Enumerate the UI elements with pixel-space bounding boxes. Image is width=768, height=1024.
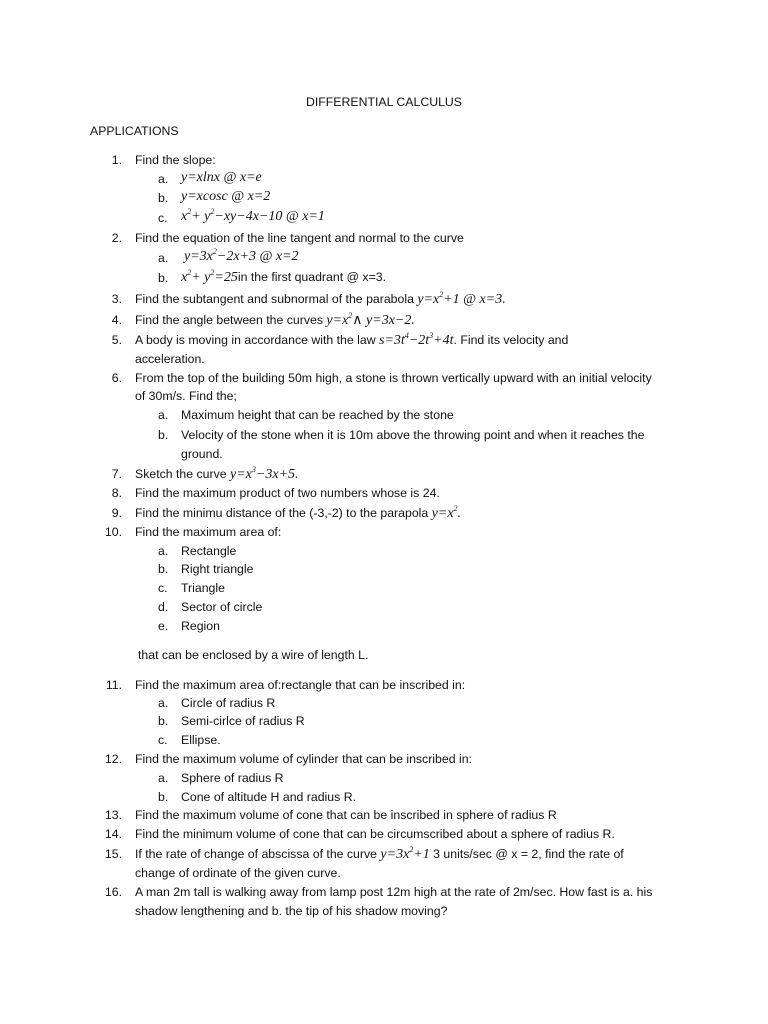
item-text-lead: A body is moving in accordance with the law — [135, 333, 376, 347]
item-number: 2. — [111, 231, 122, 245]
sub-text: Circle of radius R — [181, 696, 276, 710]
sub-text: Region — [181, 619, 220, 633]
item-text-lead: If the rate of change of abscissa of the curve — [135, 847, 377, 861]
item-number: 4. — [111, 313, 122, 327]
item-text: From the top of the building 50m high, a stone is thrown vertically upward with an initial velocity — [135, 371, 652, 385]
sub-text: Ellipse. — [181, 733, 221, 747]
math-expression: y=xcosc @ x=2 — [181, 189, 271, 204]
item-text-tail: . Find its velocity and — [453, 333, 569, 347]
item-number: 9. — [111, 506, 122, 520]
sub-text: Right triangle — [181, 562, 254, 576]
item-text-lead: Find the subtangent and subnormal of the parabola — [135, 292, 414, 306]
item-text — [135, 312, 415, 329]
item-continuation: change of ordinate of the given curve. — [135, 866, 341, 880]
sub-letter: e. — [158, 619, 169, 633]
sub-text: Cone of altitude H and radius R. — [181, 790, 356, 804]
sub-text — [181, 269, 386, 286]
item-number: 3. — [111, 292, 122, 306]
document-title: DIFFERENTIAL CALCULUS — [305, 95, 463, 109]
item-text — [135, 291, 506, 308]
item-number: 1. — [111, 153, 122, 167]
sub-letter: b. — [158, 271, 169, 285]
item-number: 15. — [104, 847, 122, 861]
sub-text: Sphere of radius R — [181, 771, 284, 785]
item-number: 14. — [104, 827, 122, 841]
item-continuation: shadow lengthening and b. the tip of his shadow moving? — [135, 904, 448, 918]
item-text: Find the maximum product of two numbers whose is 24. — [135, 486, 440, 500]
sub-letter: b. — [158, 428, 169, 442]
item-number: 12. — [104, 752, 122, 766]
item-text: Find the maximum volume of cone that can be inscribed in sphere of radius R — [135, 808, 557, 822]
sub-letter: a. — [158, 696, 169, 710]
item-number: 10. — [104, 525, 122, 539]
math-expression: $s=3t^4-2t^3+4t$ — [379, 331, 454, 348]
sub-letter: a. — [158, 408, 169, 422]
paragraph-text: that can be enclosed by a wire of length L. — [138, 648, 369, 662]
item-text — [135, 846, 624, 863]
item-text — [135, 332, 568, 349]
item-text: Find the maximum area of:rectangle that can be inscribed in: — [135, 678, 466, 692]
sub-letter: c. — [158, 733, 168, 747]
math-expression: $y=3x^2+1$ — [380, 845, 430, 862]
item-text: Find the maximum volume of cylinder that can be inscribed in: — [135, 752, 472, 766]
sub-letter: b. — [158, 562, 169, 576]
sub-letter: d. — [158, 600, 169, 614]
sub-letter: b. — [158, 191, 169, 205]
sub-text: Semi-cirlce of radius R — [181, 714, 305, 728]
sub-text: Velocity of the stone when it is 10m above the throwing point and when it reaches the — [181, 428, 645, 442]
sub-letter: c. — [158, 211, 168, 225]
sub-continuation: ground. — [181, 447, 223, 461]
item-text: Find the equation of the line tangent and normal to the curve — [135, 231, 464, 245]
item-text-lead: Find the minimu distance of the (-3,-2) to the parapola — [135, 506, 429, 520]
item-number: 8. — [111, 486, 122, 500]
math-expression: $y=x^2$. — [431, 504, 462, 521]
item-number: 13. — [104, 808, 122, 822]
item-number: 7. — [111, 467, 122, 481]
item-text: Find the maximum area of: — [135, 525, 282, 539]
math-expression: $y=x^2\wedge$ y=3x−2. — [326, 311, 415, 328]
item-number: 16. — [104, 885, 122, 899]
sub-text-tail: in the first quadrant @ x=3. — [237, 270, 387, 284]
sub-text: Sector of circle — [181, 600, 263, 614]
sub-text: Maximum height that can be reached by the stone — [181, 408, 454, 422]
item-text-lead: Find the angle between the curves — [135, 313, 323, 327]
item-text — [135, 505, 461, 522]
sub-letter: a. — [158, 251, 169, 265]
math-expression: y=xlnx @ x=e — [181, 170, 262, 185]
sub-letter: b. — [158, 790, 169, 804]
item-number: 11. — [105, 678, 122, 692]
sub-text: Rectangle — [181, 544, 237, 558]
item-continuation: of 30m/s. Find the; — [135, 389, 237, 403]
sub-letter: a. — [158, 771, 169, 785]
sub-letter: a. — [158, 172, 169, 186]
item-text-lead: Sketch the curve — [135, 467, 227, 481]
section-heading: APPLICATIONS — [90, 124, 179, 138]
math-expression: $y=3x^2-2x+3$ @ x=2 — [184, 247, 299, 264]
item-number: 6. — [111, 371, 122, 385]
math-expression: $y=x^3-3x+5$. — [230, 465, 299, 482]
item-text: Find the slope: — [135, 153, 216, 167]
item-text-tail: 3 units/sec @ x = 2, find the rate of — [429, 847, 624, 861]
sub-text: Triangle — [181, 581, 225, 595]
math-expression: $x^2+ y^2-xy-4x-10$ @ x=1 — [181, 207, 325, 224]
item-text — [135, 466, 299, 483]
math-expression: $x^2+ y^2=25$ — [181, 268, 238, 285]
sub-letter: c. — [158, 581, 168, 595]
sub-letter: b. — [158, 714, 169, 728]
item-continuation: acceleration. — [135, 352, 205, 366]
sub-letter: a. — [158, 544, 169, 558]
item-text: Find the minimum volume of cone that can be circumscribed about a sphere of radius R. — [135, 827, 615, 841]
item-number: 5. — [111, 333, 122, 347]
math-expression: $y=x^2+1$ @ x=3. — [417, 290, 506, 307]
item-text: A man 2m tall is walking away from lamp post 12m high at the rate of 2m/sec. How fast is a. his — [135, 885, 653, 899]
